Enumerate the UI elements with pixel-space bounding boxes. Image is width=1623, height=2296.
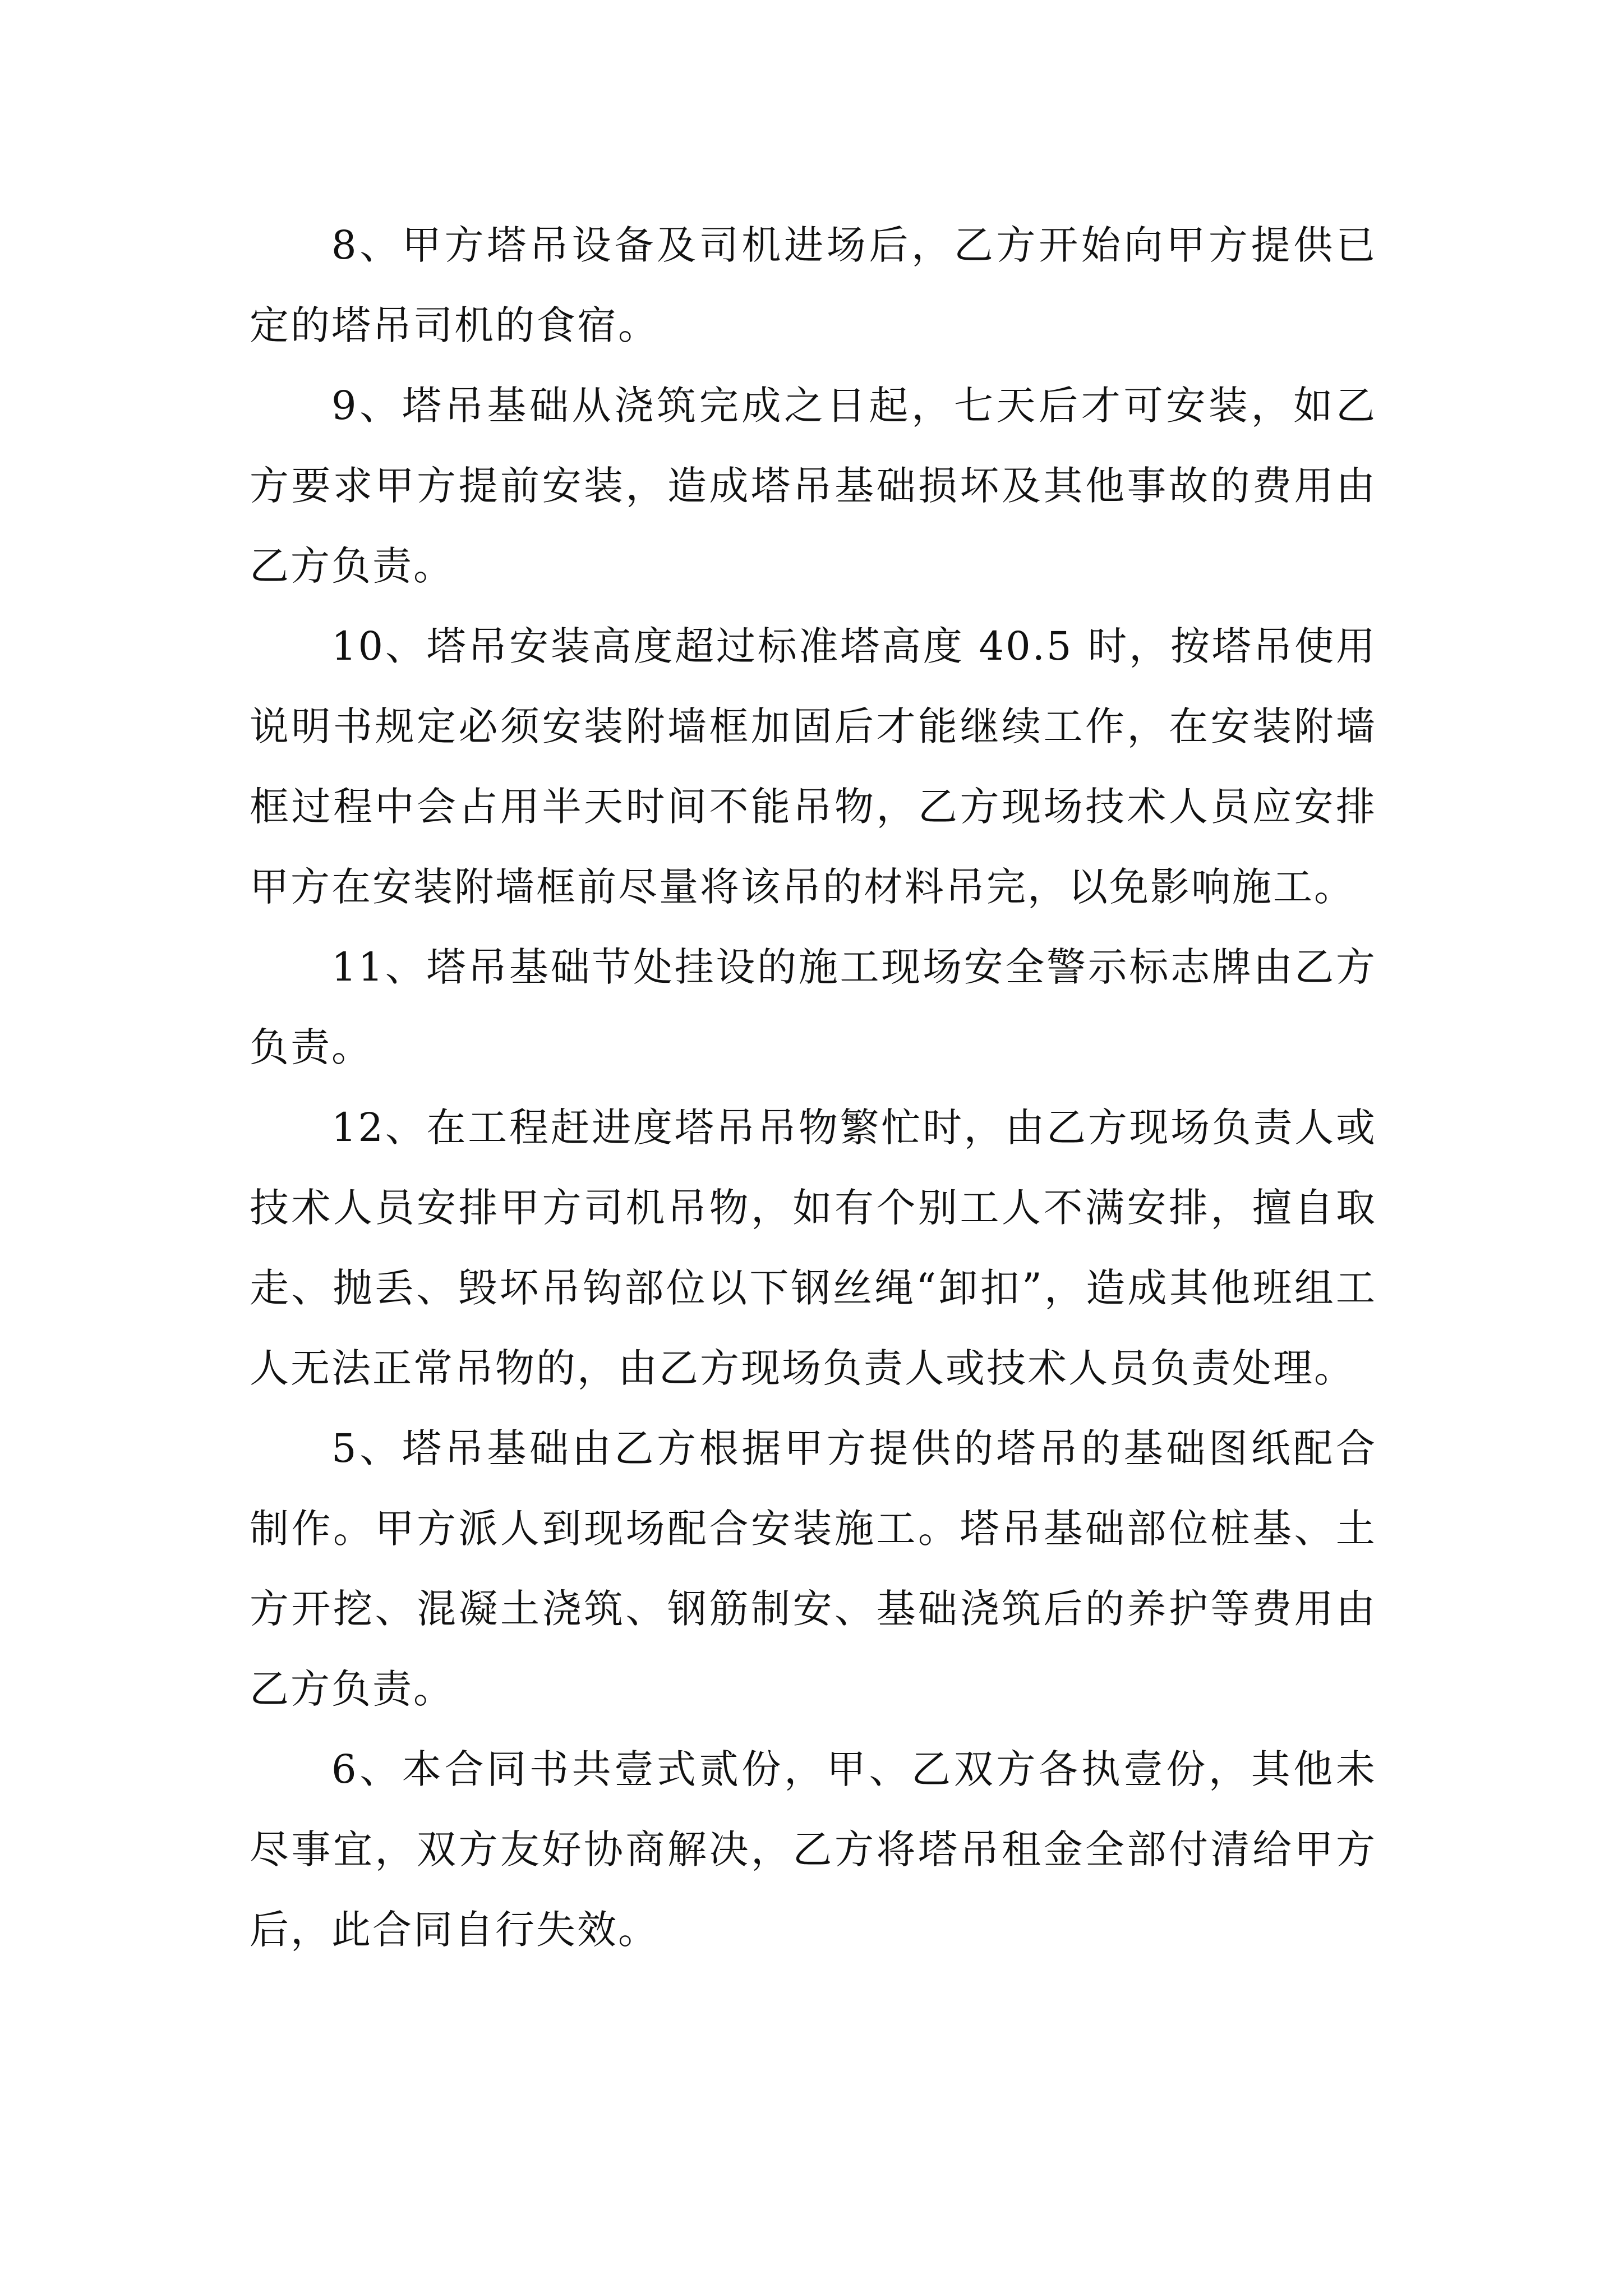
clause-8: 8、甲方塔吊设备及司机进场后，乙方开始向甲方提供已定的塔吊司机的食宿。 [250, 222, 1377, 348]
clause-11: 11、塔吊基础节处挂设的施工现场安全警示标志牌由乙方负责。 [250, 944, 1377, 1070]
clause-9: 9、塔吊基础从浇筑完成之日起，七天后才可安装，如乙方要求甲方提前安装，造成塔吊基础损坏及其他事故的费用由乙方负责。 [250, 383, 1377, 589]
clause-5: 5、塔吊基础由乙方根据甲方提供的塔吊的基础图纸配合制作。甲方派人到现场配合安装施工。塔吊基础部位桩基、土方开挖、混凝土浇筑、钢筋制安、基础浇筑后的养护等费用由乙方负责。 [250, 1425, 1377, 1712]
clause-6: 6、本合同书共壹式贰份，甲、乙双方各执壹份，其他未尽事宜，双方友好协商解决，乙方将塔吊租金全部付清给甲方后，此合同自行失效。 [250, 1746, 1377, 1953]
document-body [250, 205, 1377, 1970]
clause-10: 10、塔吊安装高度超过标准塔高度 40.5 时，按塔吊使用说明书规定必须安装附墙框加固后才能继续工作，在安装附墙框过程中会占用半天时间不能吊物，乙方现场技术人员应安排甲方在安装附墙框前尽量将该吊的材料吊完，以免影响施工。 [250, 623, 1377, 910]
clause-12: 12、在工程赶进度塔吊吊物繁忙时，由乙方现场负责人或技术人员安排甲方司机吊物，如有个别工人不满安排，擅自取走、抛丢、毁坏吊钩部位以下钢丝绳“卸扣”，造成其他班组工人无法正常吊物的，由乙方现场负责人或技术人员负责处理。 [250, 1105, 1377, 1391]
